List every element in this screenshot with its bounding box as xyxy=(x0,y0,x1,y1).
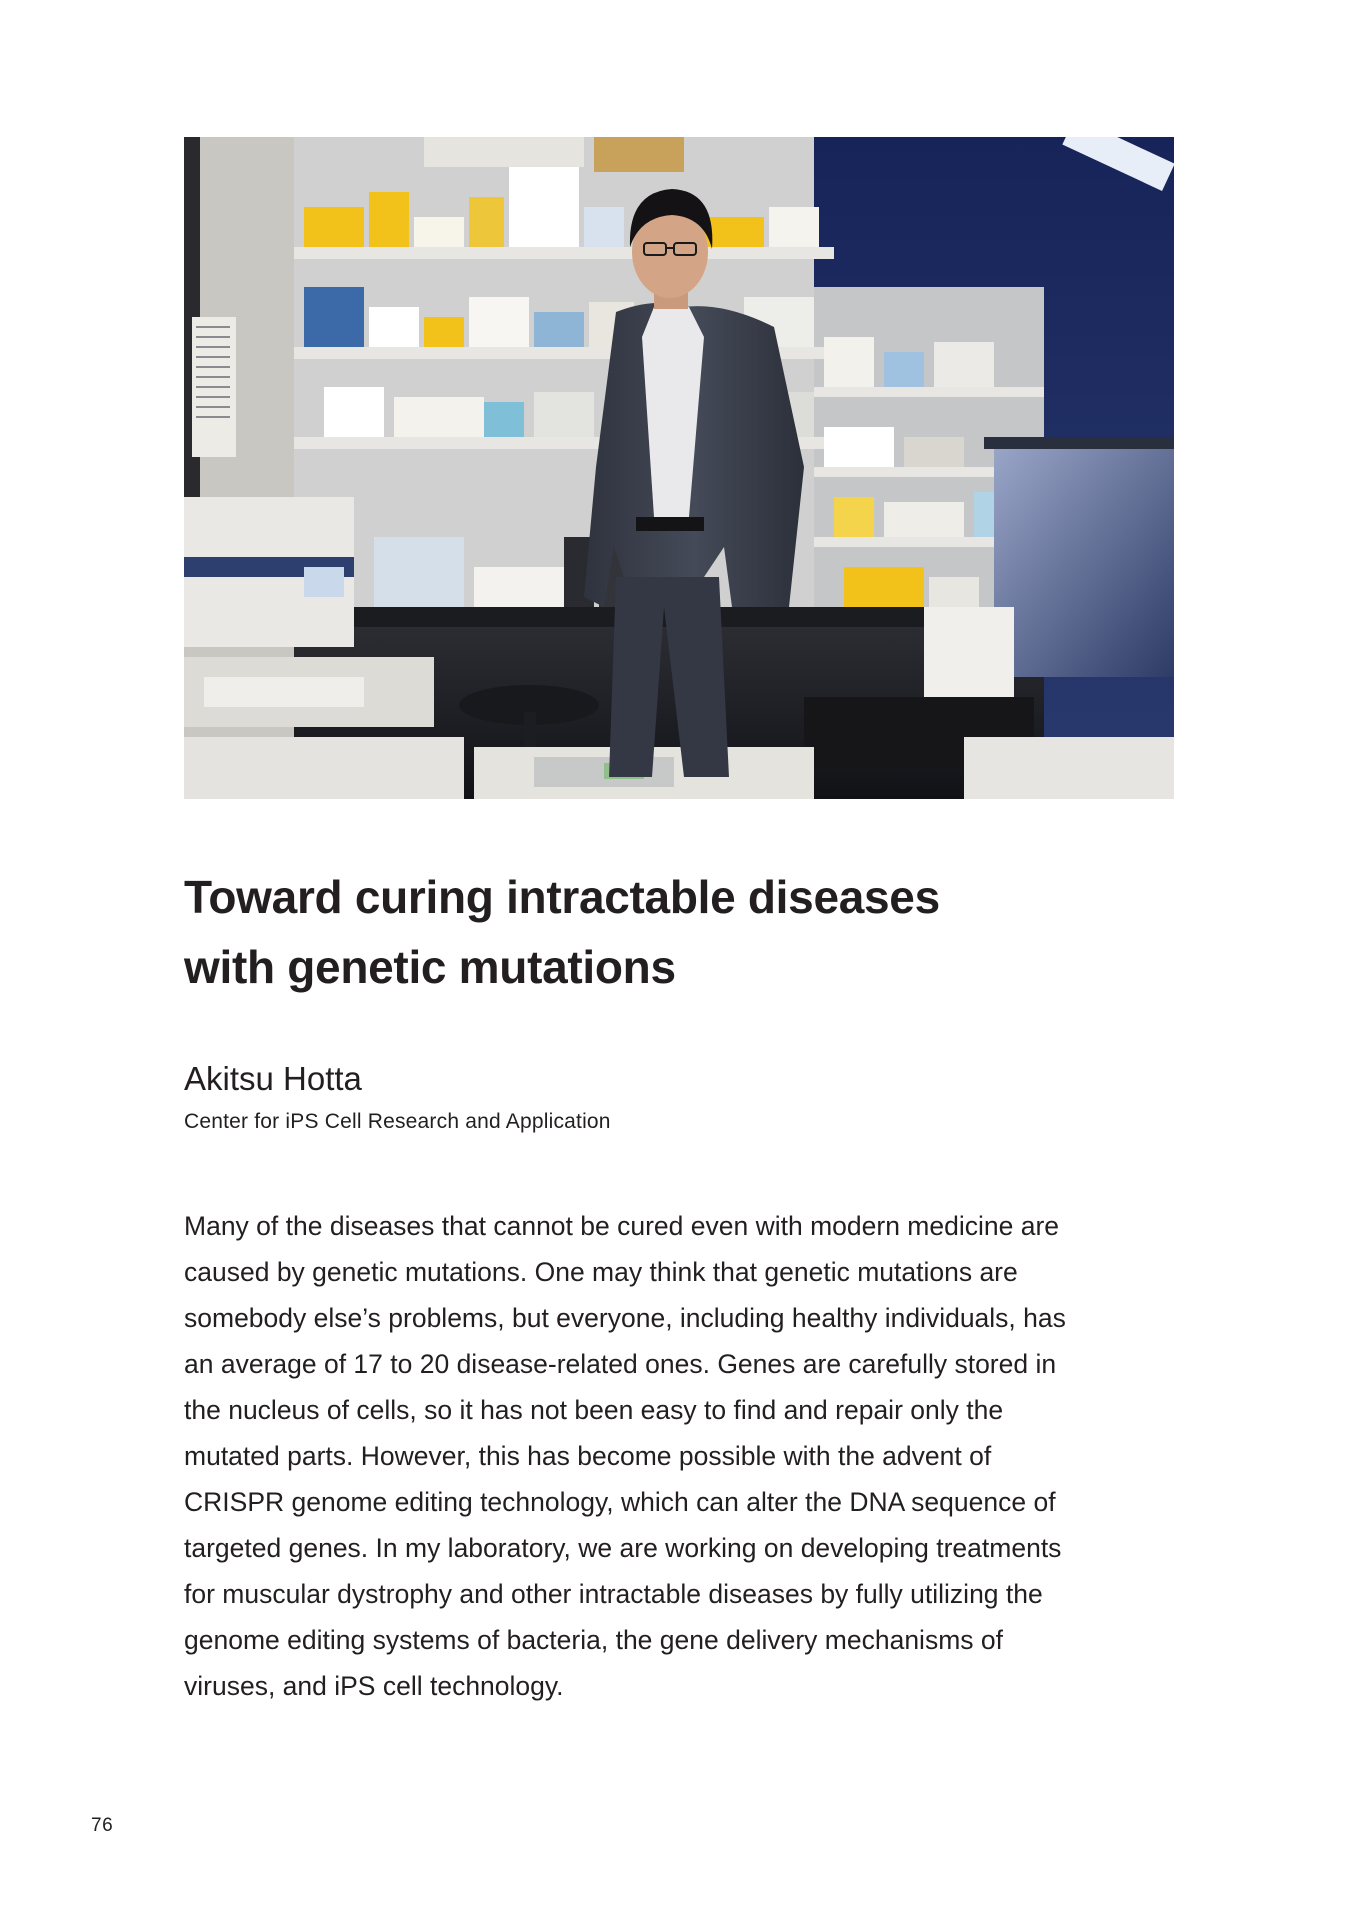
body-line: viruses, and iPS cell technology. xyxy=(184,1671,564,1701)
body-line: the nucleus of cells, so it has not been easy to find and repair only the xyxy=(184,1395,1004,1425)
lab-photo xyxy=(184,137,1174,799)
body-line: mutated parts. However, this has become possible with the advent of xyxy=(184,1441,992,1471)
lab-photo-illustration xyxy=(184,137,1174,799)
body-line: somebody else’s problems, but everyone, including healthy individuals, has xyxy=(184,1303,1066,1333)
body-line: for muscular dystrophy and other intractable diseases by fully utilizing the xyxy=(184,1579,1043,1609)
body-line: genome editing systems of bacteria, the gene delivery mechanisms of xyxy=(184,1625,1003,1655)
body-line: caused by genetic mutations. One may think that genetic mutations are xyxy=(184,1257,1018,1287)
body-line: an average of 17 to 20 disease-related ones. Genes are carefully stored in xyxy=(184,1349,1057,1379)
article-title-line-2: with genetic mutations xyxy=(184,941,676,993)
body-line: CRISPR genome editing technology, which can alter the DNA sequence of xyxy=(184,1487,1056,1517)
page-number: 76 xyxy=(91,1815,114,1836)
article-body xyxy=(184,1203,1184,1709)
author-affiliation: Center for iPS Cell Research and Application xyxy=(184,1110,611,1133)
author-name: Akitsu Hotta xyxy=(184,1060,362,1097)
body-line: Many of the diseases that cannot be cured even with modern medicine are xyxy=(184,1211,1060,1241)
body-line: targeted genes. In my laboratory, we are working on developing treatments xyxy=(184,1533,1062,1563)
article-title xyxy=(184,862,1184,1002)
article-title-line-1: Toward curing intractable diseases xyxy=(184,871,940,923)
